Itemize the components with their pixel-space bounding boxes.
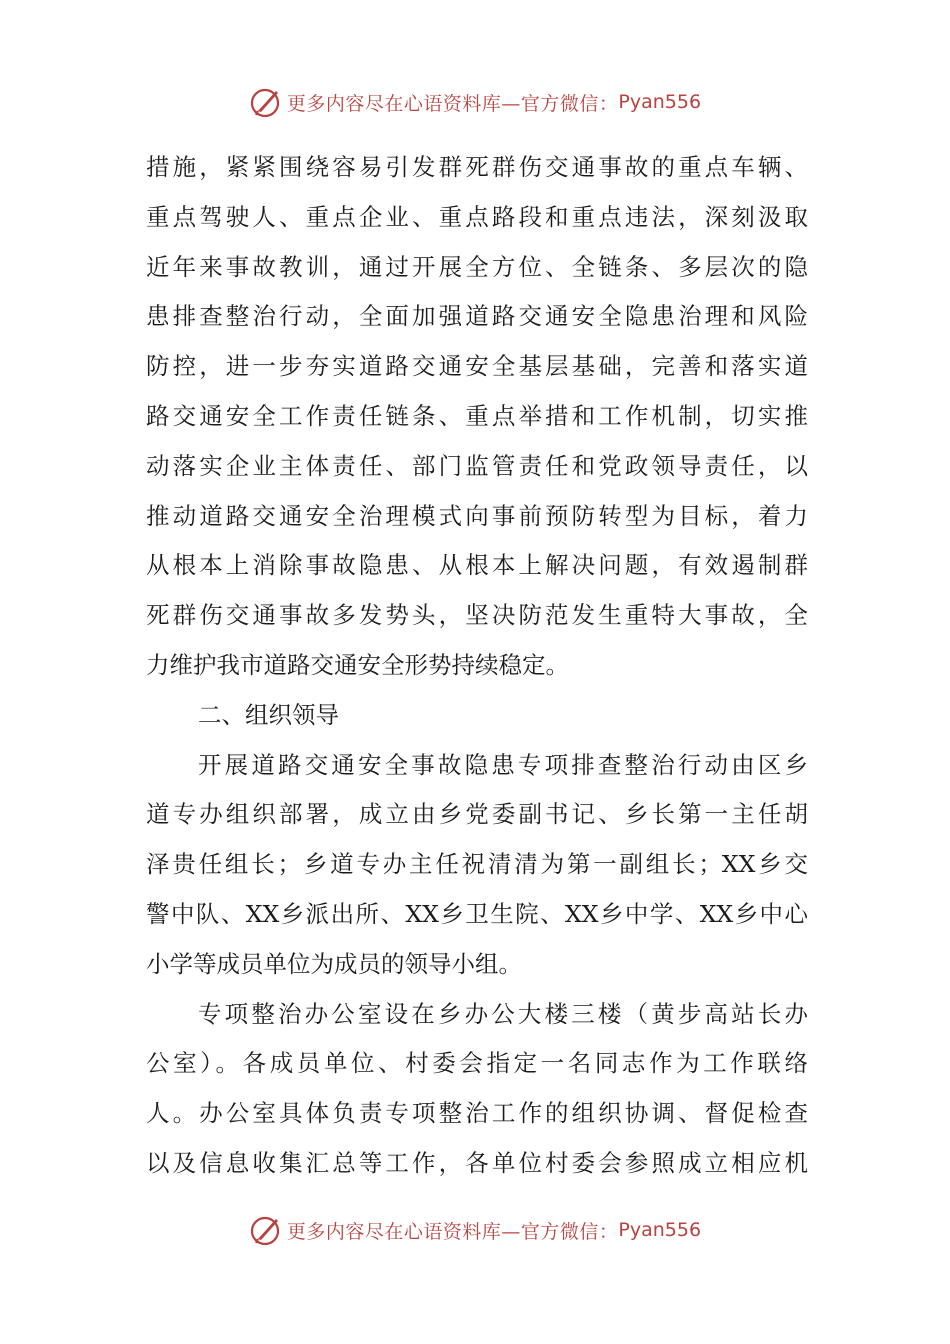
text-line: 路交通安全工作责任链条、重点举措和工作机制，切实推 xyxy=(146,401,808,430)
watermark-text: 更多内容尽在心语资料库—官方微信： xyxy=(286,92,619,115)
text-line: 推动道路交通安全治理模式向事前预防转型为目标，着力 xyxy=(146,501,808,530)
text-line: 防控，进一步夯实道路交通安全基层基础，完善和落实道 xyxy=(146,352,808,381)
text-line: 警中队、XX乡派出所、XX乡卫生院、XX乡中学、XX乡中心 xyxy=(146,899,808,928)
text-line: 小学等成员单位为成员的领导小组。 xyxy=(146,949,522,978)
watermark-wechat-id: Pyan556 xyxy=(618,91,702,113)
text-line: 道专办组织部署，成立由乡党委副书记、乡长第一主任胡 xyxy=(146,800,808,829)
text-line: 死群伤交通事故多发势头，坚决防范发生重特大事故，全 xyxy=(146,601,808,630)
text-line: 以及信息收集汇总等工作，各单位村委会参照成立相应机 xyxy=(146,1148,808,1177)
text-line: 专项整治办公室设在乡办公大楼三楼（黄步高站长办 xyxy=(198,999,808,1028)
quill-logo-icon xyxy=(249,85,283,119)
text-line: 重点驾驶人、重点企业、重点路段和重点违法，深刻汲取 xyxy=(146,202,808,231)
text-line: 近年来事故教训，通过开展全方位、全链条、多层次的隐 xyxy=(146,252,808,281)
document-body xyxy=(146,143,808,1189)
text-line: 力维护我市道路交通安全形势持续稳定。 xyxy=(146,650,569,679)
section-heading: 二、组织领导 xyxy=(198,700,339,729)
quill-logo-icon xyxy=(249,1213,283,1247)
text-line: 公室）。各成员单位、村委会指定一名同志作为工作联络 xyxy=(146,1049,808,1078)
text-line: 患排查整治行动，全面加强道路交通安全隐患治理和风险 xyxy=(146,302,808,331)
text-line: 措施，紧紧围绕容易引发群死群伤交通事故的重点车辆、 xyxy=(146,153,808,181)
watermark-wechat-id: Pyan556 xyxy=(618,1219,702,1241)
text-line: 从根本上消除事故隐患、从根本上解决问题，有效遏制群 xyxy=(146,551,808,580)
text-line: 人。办公室具体负责专项整治工作的组织协调、督促检查 xyxy=(146,1099,808,1128)
text-line: 泽贵任组长；乡道专办主任祝清清为第一副组长；XX乡交 xyxy=(146,850,808,879)
text-line: 动落实企业主体责任、部门监管责任和党政领导责任，以 xyxy=(146,451,808,480)
text-line: 开展道路交通安全事故隐患专项排查整治行动由区乡 xyxy=(198,750,808,779)
header-watermark xyxy=(0,82,950,122)
watermark-text: 更多内容尽在心语资料库—官方微信： xyxy=(286,1220,619,1243)
footer-watermark xyxy=(0,1210,950,1250)
